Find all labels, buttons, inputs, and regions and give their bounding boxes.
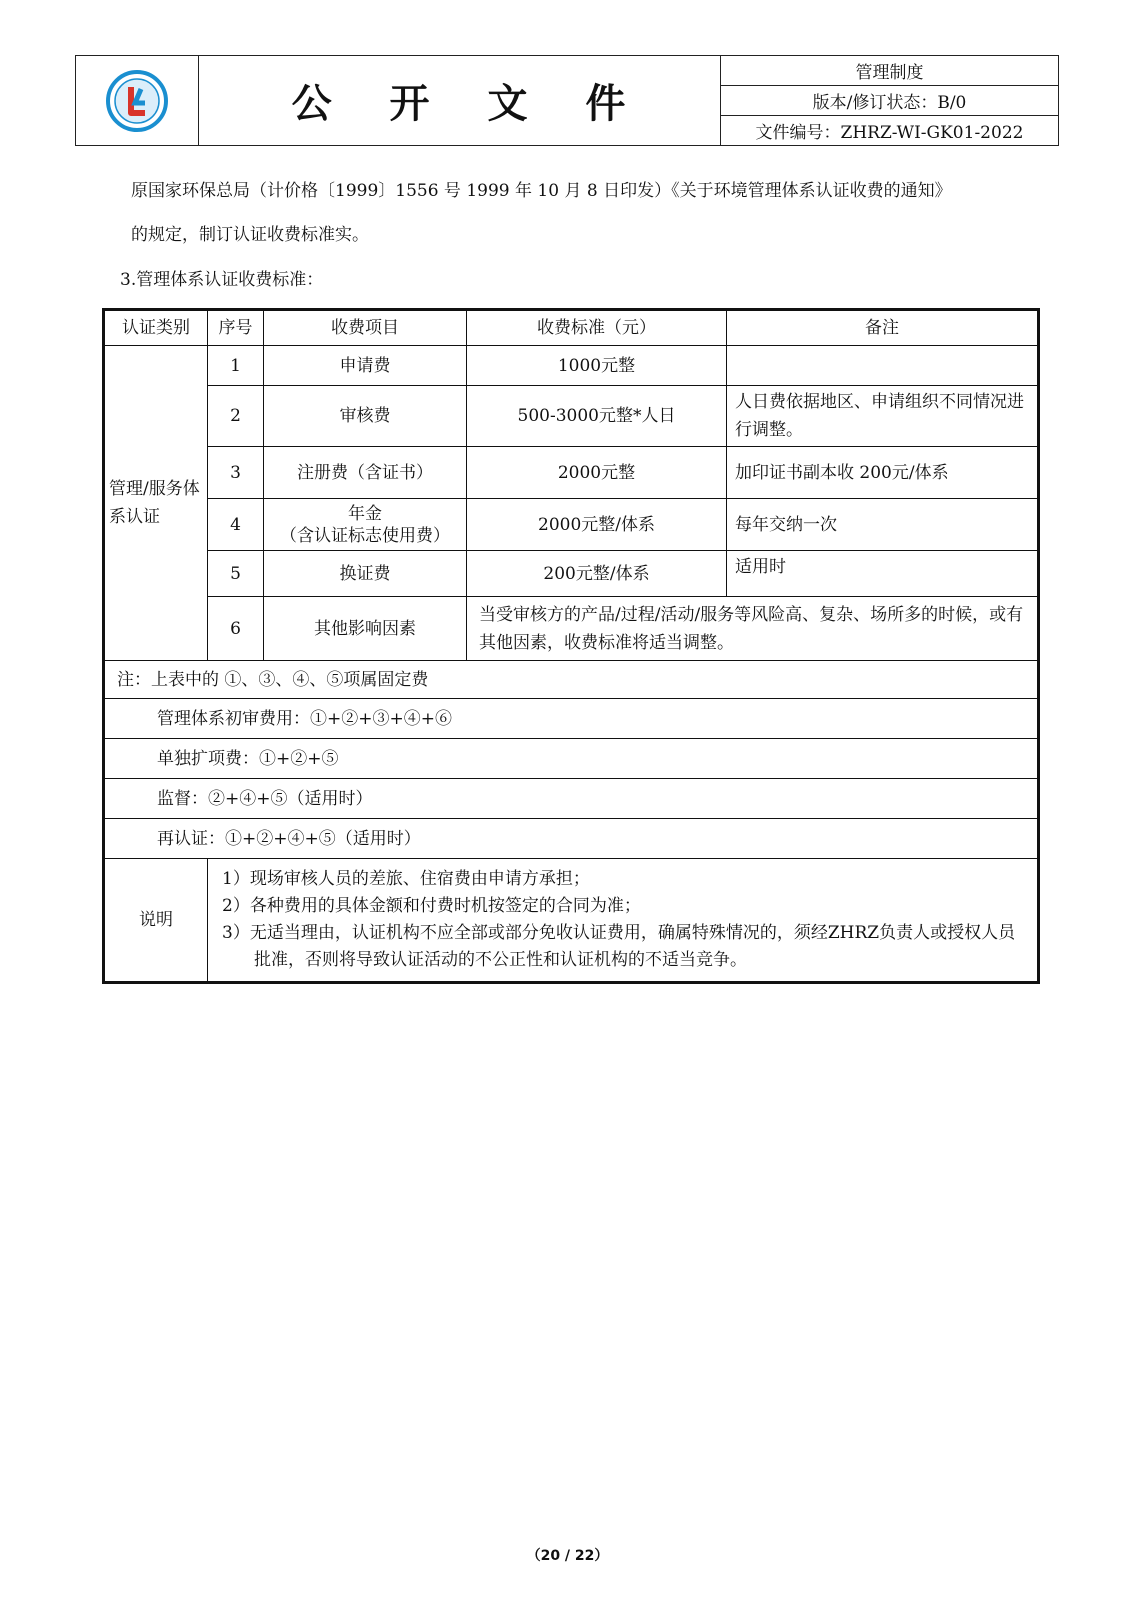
table-row bbox=[104, 386, 1039, 447]
note-row bbox=[104, 779, 1039, 819]
row-number: 6 bbox=[208, 597, 264, 661]
logo-emblem-icon bbox=[105, 69, 169, 133]
fee-standard: 2000元整 bbox=[467, 447, 727, 499]
row-number: 4 bbox=[208, 499, 264, 551]
doc-number: 文件编号：ZHRZ-WI-GK01-2022 bbox=[755, 123, 1024, 143]
intro-line-1: 原国家环保总局（计价格〔1999〕1556 号 1999 年 10 月 8 日印发）《关于环境管理体系认证收费的通知》 bbox=[131, 181, 952, 201]
explain-item: 2）各种费用的具体金额和付费时机按签定的合同为准； bbox=[222, 896, 641, 916]
fee-remark: 适用时 bbox=[727, 551, 1039, 597]
note-surveillance: 监督：②+④+⑤（适用时） bbox=[104, 779, 1039, 819]
table-row bbox=[104, 346, 1039, 386]
page-number: （20 / 22） bbox=[526, 1548, 609, 1564]
header-cell: 认证类别 bbox=[104, 310, 208, 346]
fee-standard: 1000元整 bbox=[467, 346, 727, 386]
row-number: 5 bbox=[208, 551, 264, 597]
fee-table bbox=[102, 308, 1040, 984]
fee-item bbox=[264, 499, 467, 551]
row-number: 1 bbox=[208, 346, 264, 386]
table-row bbox=[104, 447, 1039, 499]
fee-standard: 200元整/体系 bbox=[467, 551, 727, 597]
doc-version: 版本/修订状态：B/0 bbox=[721, 86, 1058, 116]
table-row bbox=[104, 499, 1039, 551]
category-cell: 管理/服务体系认证 bbox=[104, 346, 208, 661]
fee-item: 申请费 bbox=[264, 346, 467, 386]
explain-list bbox=[208, 859, 1039, 983]
fee-remark: 人日费依据地区、申请组织不同情况进行调整。 bbox=[727, 386, 1039, 447]
explain-label: 说明 bbox=[104, 859, 208, 983]
doc-category: 管理制度 bbox=[721, 56, 1058, 86]
company-logo bbox=[76, 56, 199, 145]
table-row bbox=[104, 597, 1039, 661]
fee-item-line-2: （含认证标志使用费） bbox=[280, 525, 450, 546]
fee-remark bbox=[727, 346, 1039, 386]
fee-standard: 2000元整/体系 bbox=[467, 499, 727, 551]
note-row bbox=[104, 699, 1039, 739]
note-row bbox=[104, 739, 1039, 779]
fee-standard: 500-3000元整*人日 bbox=[467, 386, 727, 447]
document-header bbox=[75, 55, 1059, 146]
fee-standard-remark: 当受审核方的产品/过程/活动/服务等风险高、复杂、场所多的时候，或有其他因素，收费标准将适当调整。 bbox=[467, 597, 1039, 661]
row-number: 3 bbox=[208, 447, 264, 499]
fee-item: 换证费 bbox=[264, 551, 467, 597]
header-cell: 备注 bbox=[727, 310, 1039, 346]
row-number: 2 bbox=[208, 386, 264, 447]
note-scope-extension: 单独扩项费：①+②+⑤ bbox=[104, 739, 1039, 779]
note-fixed-fee: 注：上表中的 ①、③、④、⑤项属固定费 bbox=[104, 661, 1039, 699]
intro-line-2: 的规定，制订认证收费标准实。 bbox=[131, 225, 369, 245]
fee-item-line-1: 年金 bbox=[348, 503, 382, 524]
table-row bbox=[104, 551, 1039, 597]
header-cell: 序号 bbox=[208, 310, 264, 346]
explain-item: 1）现场审核人员的差旅、住宿费由申请方承担； bbox=[222, 869, 590, 889]
note-initial-audit: 管理体系初审费用：①+②+③+④+⑥ bbox=[104, 699, 1039, 739]
header-cell: 收费项目 bbox=[264, 310, 467, 346]
section-heading: 3.管理体系认证收费标准： bbox=[120, 270, 324, 290]
explain-row bbox=[104, 859, 1039, 983]
explain-item: 3）无适当理由，认证机构不应全部或部分免收认证费用，确属特殊情况的，须经ZHRZ负责人或授权人员批准，否则将导致认证活动的不公正性和认证机构的不适当竞争。 bbox=[222, 923, 1016, 970]
fee-item: 审核费 bbox=[264, 386, 467, 447]
document-meta bbox=[721, 56, 1058, 145]
document-title: 公 开 文 件 bbox=[199, 56, 721, 145]
note-recertification: 再认证：①+②+④+⑤（适用时） bbox=[104, 819, 1039, 859]
fee-item: 其他影响因素 bbox=[264, 597, 467, 661]
fee-remark: 每年交纳一次 bbox=[727, 499, 1039, 551]
note-row bbox=[104, 661, 1039, 699]
header-cell: 收费标准（元） bbox=[467, 310, 727, 346]
note-row bbox=[104, 819, 1039, 859]
table-header-row bbox=[104, 310, 1039, 346]
fee-remark: 加印证书副本收 200元/体系 bbox=[727, 447, 1039, 499]
fee-item: 注册费（含证书） bbox=[264, 447, 467, 499]
